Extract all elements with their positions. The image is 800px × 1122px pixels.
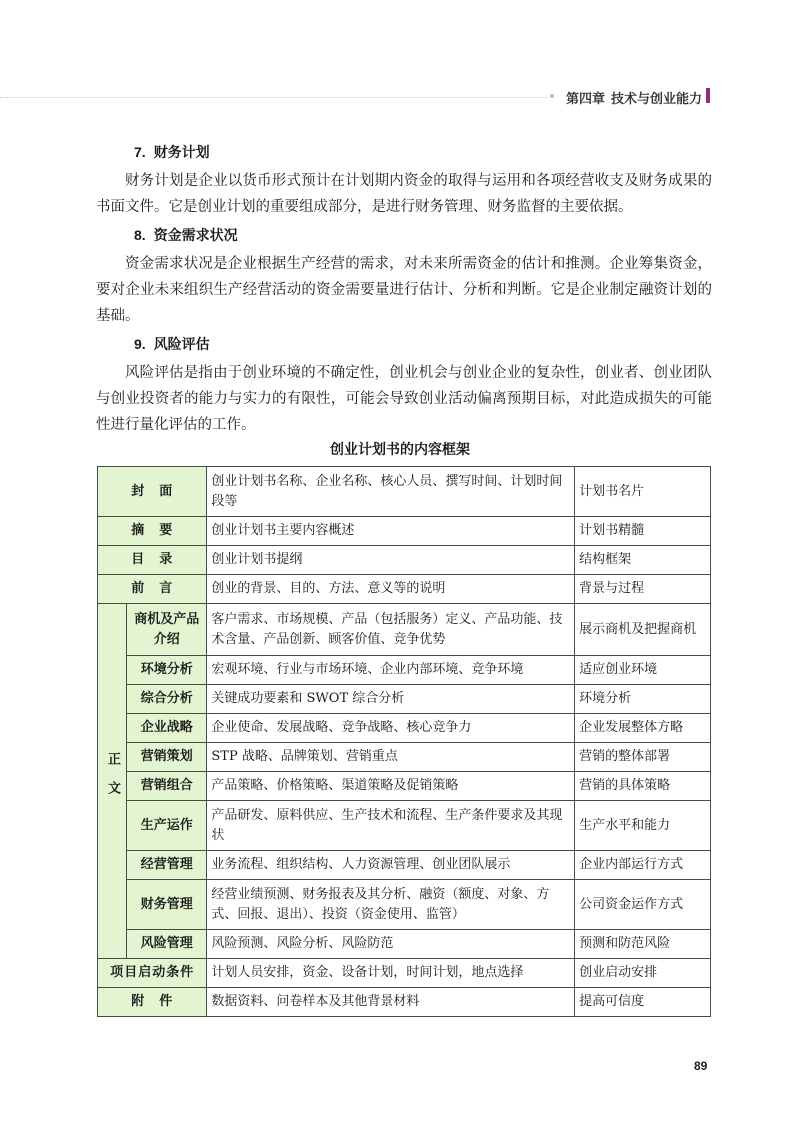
row-result: 企业发展整体方略 bbox=[575, 714, 711, 743]
row-result: 展示商机及把握商机 bbox=[575, 604, 711, 656]
section-heading bbox=[134, 332, 712, 360]
table-row bbox=[98, 546, 711, 575]
table-row bbox=[98, 930, 711, 959]
row-result: 营销的具体策略 bbox=[575, 772, 711, 801]
table-row bbox=[98, 467, 711, 517]
row-label: 前 言 bbox=[98, 575, 207, 604]
row-label: 财务管理 bbox=[127, 880, 207, 930]
row-label: 环境分析 bbox=[127, 656, 207, 685]
section-paragraph: 资金需求状况是企业根据生产经营的需求，对未来所需资金的估计和推测。企业筹集资金，要对企业未来组织生产经营活动的资金需要量进行估计、分析和判断。它是企业制定融资计划的基础。 bbox=[96, 256, 712, 324]
table-row bbox=[98, 743, 711, 772]
row-result: 提高可信度 bbox=[575, 988, 711, 1017]
row-label: 目 录 bbox=[98, 546, 207, 575]
row-label: 生产运作 bbox=[127, 801, 207, 851]
row-description: 计划人员安排，资金、设备计划，时间计划，地点选择 bbox=[207, 959, 575, 988]
section-title: 财务计划 bbox=[153, 145, 210, 161]
table-caption: 创业计划书的内容框架 bbox=[330, 442, 470, 458]
row-description: 企业使命、发展战略、竞争战略、核心竞争力 bbox=[207, 714, 575, 743]
row-result: 公司资金运作方式 bbox=[575, 880, 711, 930]
row-description: 风险预测、风险分析、风险防范 bbox=[207, 930, 575, 959]
row-description: 产品研发、原料供应、生产技术和流程、生产条件要求及其现状 bbox=[207, 801, 575, 851]
row-label: 项目启动条件 bbox=[98, 959, 207, 988]
row-label: 风险管理 bbox=[127, 930, 207, 959]
section-heading bbox=[134, 223, 712, 251]
chapter-title: 技术与创业能力 bbox=[611, 92, 703, 107]
table-row bbox=[98, 772, 711, 801]
row-description: 数据资料、问卷样本及其他背景材料 bbox=[207, 988, 575, 1017]
page-number: 89 bbox=[694, 1059, 708, 1073]
row-description: 经营业绩预测、财务报表及其分析、融资（额度、对象、方式、回报、退出）、投资（资金使用、监管） bbox=[207, 880, 575, 930]
row-label: 企业战略 bbox=[127, 714, 207, 743]
row-result: 适应创业环境 bbox=[575, 656, 711, 685]
row-label: 经营管理 bbox=[127, 851, 207, 880]
table-row bbox=[98, 714, 711, 743]
row-result: 生产水平和能力 bbox=[575, 801, 711, 851]
row-description: 业务流程、组织结构、人力资源管理、创业团队展示 bbox=[207, 851, 575, 880]
table-row bbox=[98, 656, 711, 685]
table-row bbox=[98, 604, 711, 656]
table-row bbox=[98, 801, 711, 851]
row-description: 产品策略、价格策略、渠道策略及促销策略 bbox=[207, 772, 575, 801]
table-row bbox=[98, 575, 711, 604]
row-result: 计划书精髓 bbox=[575, 517, 711, 546]
row-result: 结构框架 bbox=[575, 546, 711, 575]
section-title: 资金需求状况 bbox=[153, 228, 238, 244]
row-label: 综合分析 bbox=[127, 685, 207, 714]
row-description: 创业计划书名称、企业名称、核心人员、撰写时间、计划时间段等 bbox=[207, 467, 575, 517]
row-result: 企业内部运行方式 bbox=[575, 851, 711, 880]
section-title: 风险评估 bbox=[153, 337, 210, 353]
business-plan-framework-table bbox=[97, 466, 711, 1017]
row-result: 环境分析 bbox=[575, 685, 711, 714]
running-header bbox=[566, 88, 708, 107]
row-label: 营销组合 bbox=[127, 772, 207, 801]
row-label: 附 件 bbox=[98, 988, 207, 1017]
row-result: 计划书名片 bbox=[575, 467, 711, 517]
row-label: 营销策划 bbox=[127, 743, 207, 772]
row-description: 关键成功要素和 SWOT 综合分析 bbox=[207, 685, 575, 714]
table-row bbox=[98, 517, 711, 546]
row-description: 客户需求、市场规模、产品（包括服务）定义、产品功能、技术含量、产品创新、顾客价值、竞争优势 bbox=[207, 604, 575, 656]
row-result: 营销的整体部署 bbox=[575, 743, 711, 772]
row-description: STP 战略、品牌策划、营销重点 bbox=[207, 743, 575, 772]
row-description: 宏观环境、行业与市场环境、企业内部环境、竞争环境 bbox=[207, 656, 575, 685]
row-description: 创业计划书提纲 bbox=[207, 546, 575, 575]
table-row bbox=[98, 851, 711, 880]
row-result: 背景与过程 bbox=[575, 575, 711, 604]
body-text bbox=[96, 140, 712, 441]
section-paragraph: 风险评估是指由于创业环境的不确定性，创业机会与创业企业的复杂性，创业者、创业团队与创业投资者的能力与实力的有限性，可能会导致创业活动偏离预期目标，对此造成损失的可能性进行量化评估的工作。 bbox=[96, 365, 712, 433]
row-label: 摘 要 bbox=[98, 517, 207, 546]
chapter-number: 第四章 bbox=[566, 92, 606, 107]
section-number: 7. bbox=[134, 144, 146, 160]
header-rule bbox=[0, 97, 548, 98]
section-number: 9. bbox=[134, 336, 146, 352]
body-section-label: 正文 bbox=[98, 604, 127, 959]
header-accent-bar bbox=[706, 88, 710, 103]
section-heading bbox=[134, 140, 712, 168]
row-label: 封 面 bbox=[98, 467, 207, 517]
row-label: 商机及产品介绍 bbox=[127, 604, 207, 656]
section-paragraph: 财务计划是企业以货币形式预计在计划期内资金的取得与运用和各项经营收支及财务成果的书面文件。它是创业计划的重要组成部分，是进行财务管理、财务监督的主要依据。 bbox=[96, 173, 712, 215]
row-result: 预测和防范风险 bbox=[575, 930, 711, 959]
row-description: 创业计划书主要内容概述 bbox=[207, 517, 575, 546]
table-row bbox=[98, 685, 711, 714]
row-result: 创业启动安排 bbox=[575, 959, 711, 988]
table-row bbox=[98, 959, 711, 988]
row-description: 创业的背景、目的、方法、意义等的说明 bbox=[207, 575, 575, 604]
section-number: 8. bbox=[134, 227, 146, 243]
table-row bbox=[98, 880, 711, 930]
header-dot bbox=[550, 94, 554, 98]
table-row bbox=[98, 988, 711, 1017]
